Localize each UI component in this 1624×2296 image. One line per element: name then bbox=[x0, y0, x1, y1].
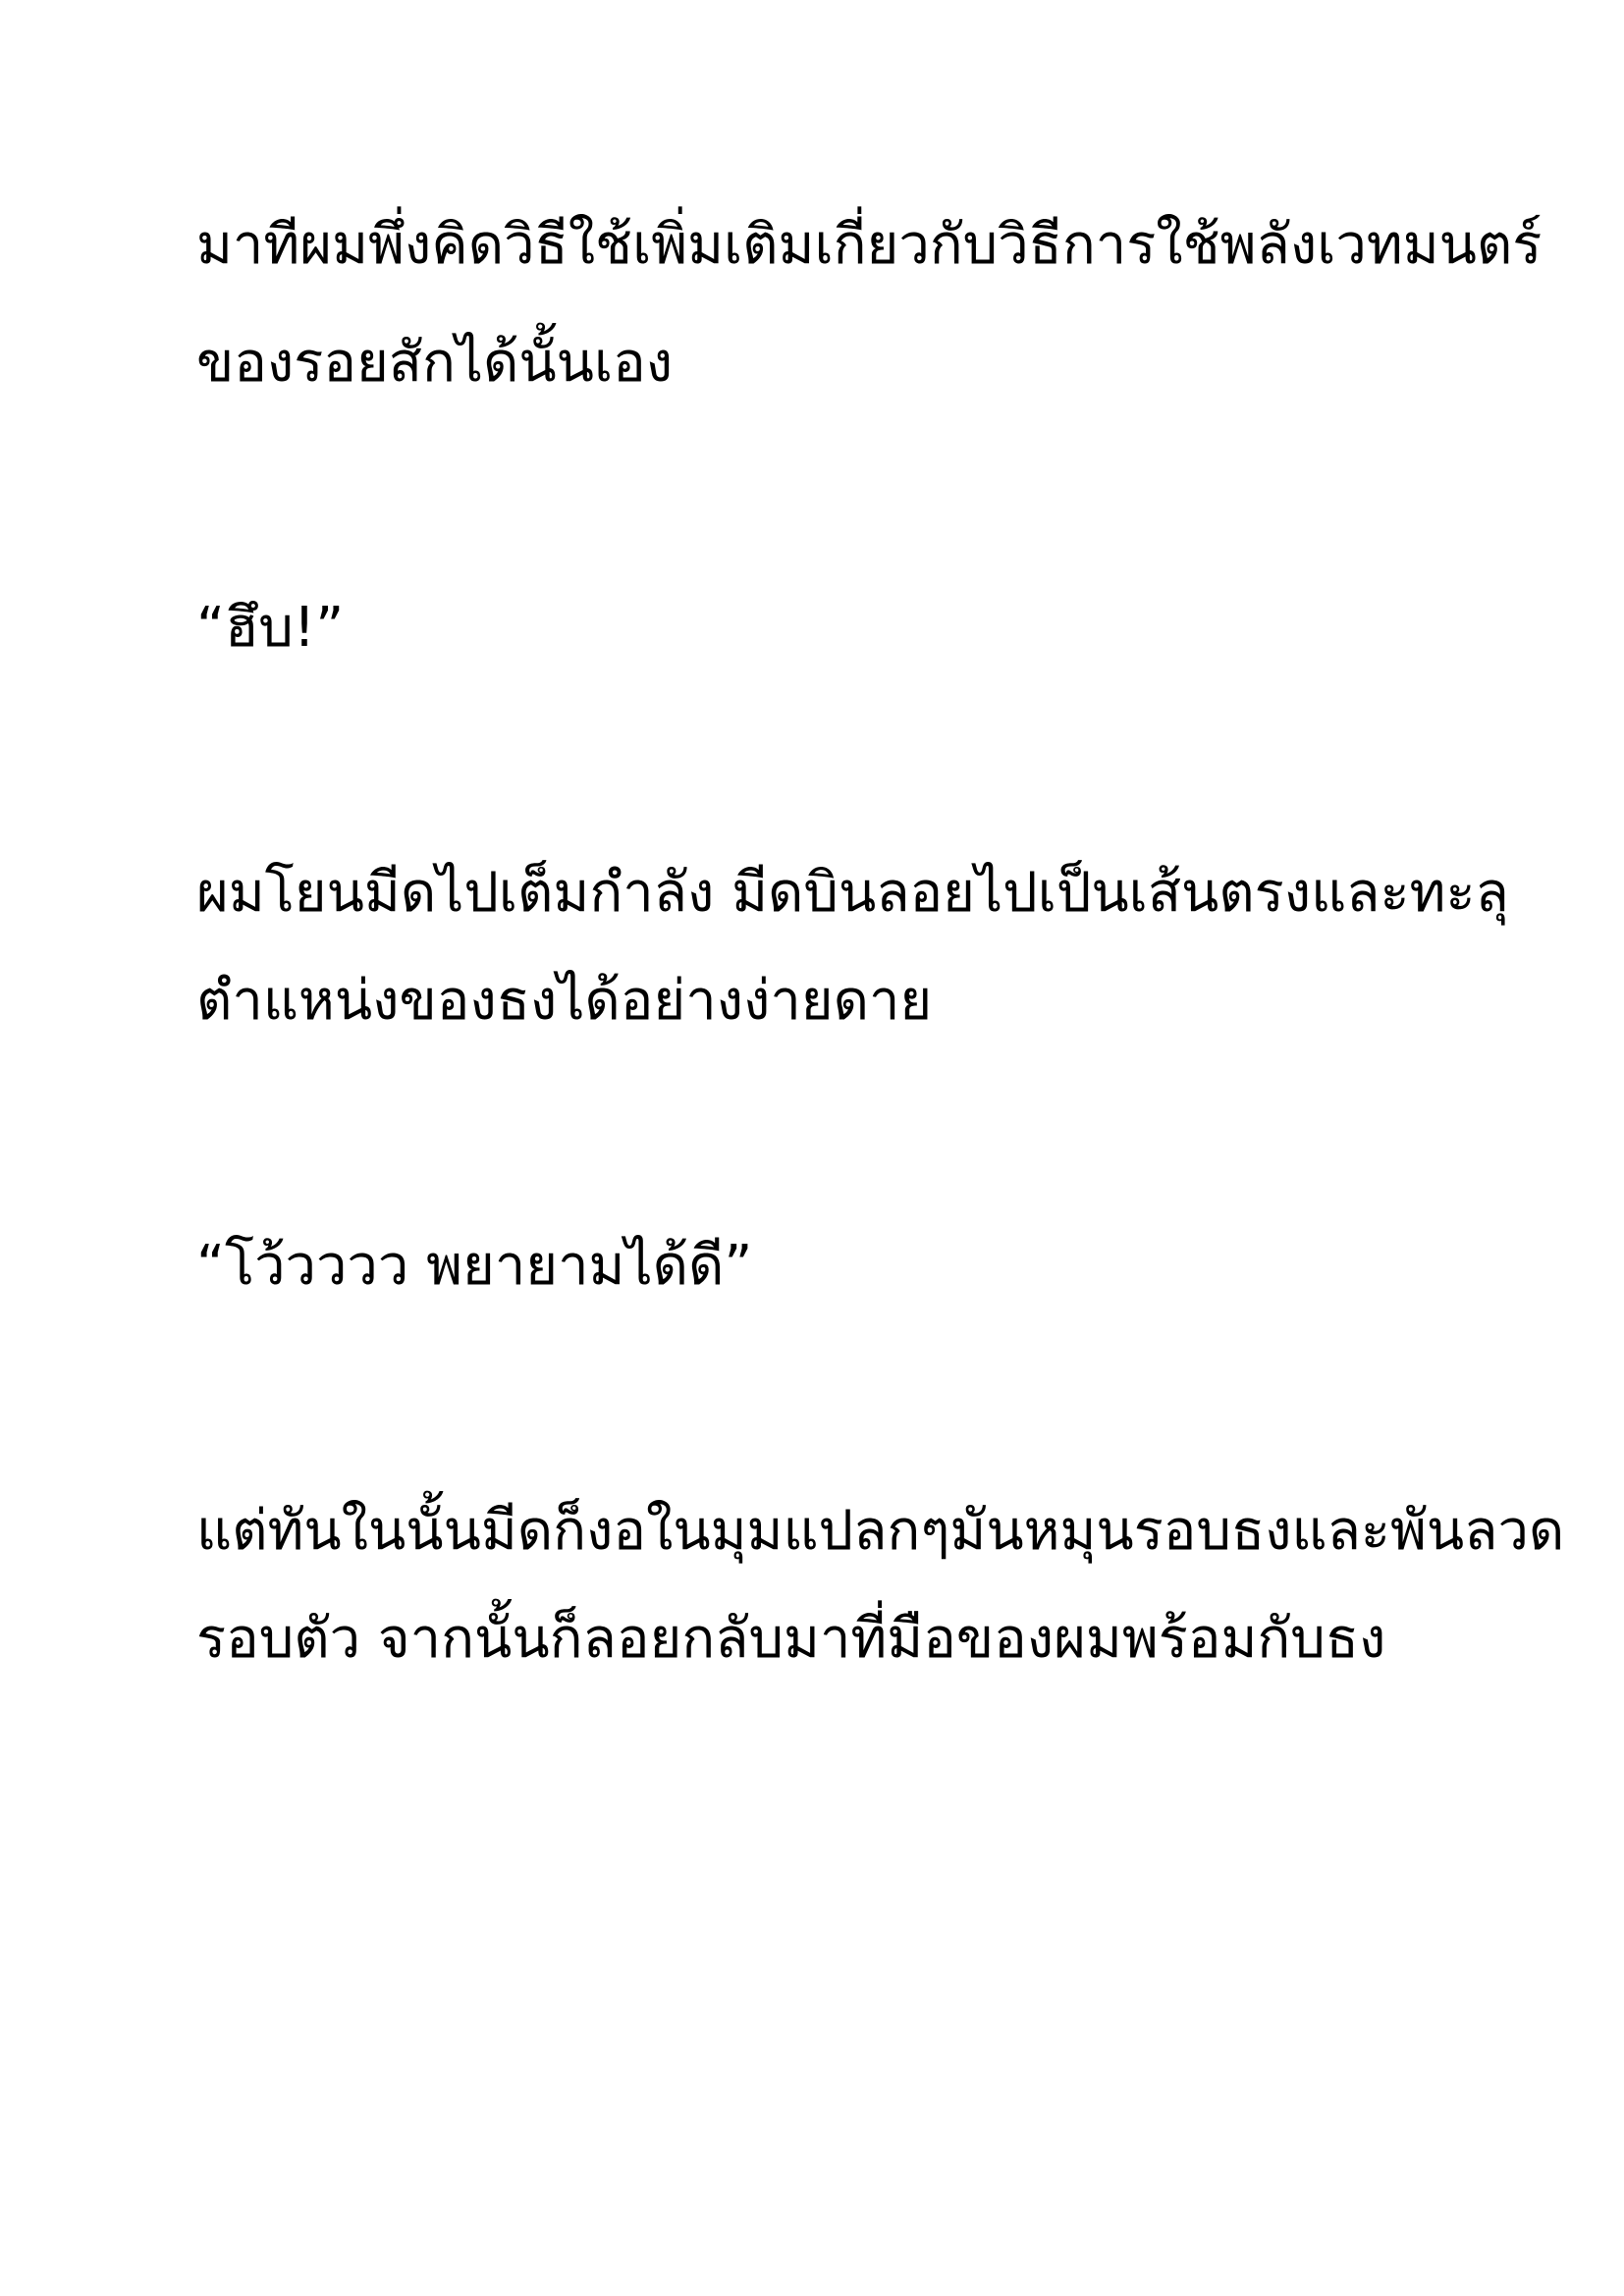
paragraph-2-line-1: “ฮึบ!” bbox=[196, 596, 345, 660]
paragraph-1-line-1: มาทีผมพึ่งคิดวิธีใช้เพิ่มเติมเกี่ยวกับวิธีการใช้พลังเวทมนตร์ bbox=[196, 213, 1543, 277]
paragraph-1-line-2: ของรอยสักได้นั้นเอง bbox=[196, 331, 674, 395]
paragraph-4-line-1: “โว้วววว พยายามได้ดี” bbox=[196, 1234, 753, 1298]
paragraph-3-line-2: ตำแหน่งของธงได้อย่างง่ายดาย bbox=[196, 969, 933, 1033]
paragraph-5-line-2: รอบตัว จากนั้นก็ลอยกลับมาที่มือของผมพร้อมกับธง bbox=[196, 1607, 1386, 1671]
paragraph-3-line-1: ผมโยนมีดไปเต็มกำลัง มีดบินลอยไปเป็นเส้นตรงและทะลุ bbox=[196, 861, 1509, 925]
paragraph-5-line-1: แต่ทันในนั้นมีดก็งอในมุมแปลกๆมันหมุนรอบธงและพันลวด bbox=[196, 1499, 1565, 1563]
